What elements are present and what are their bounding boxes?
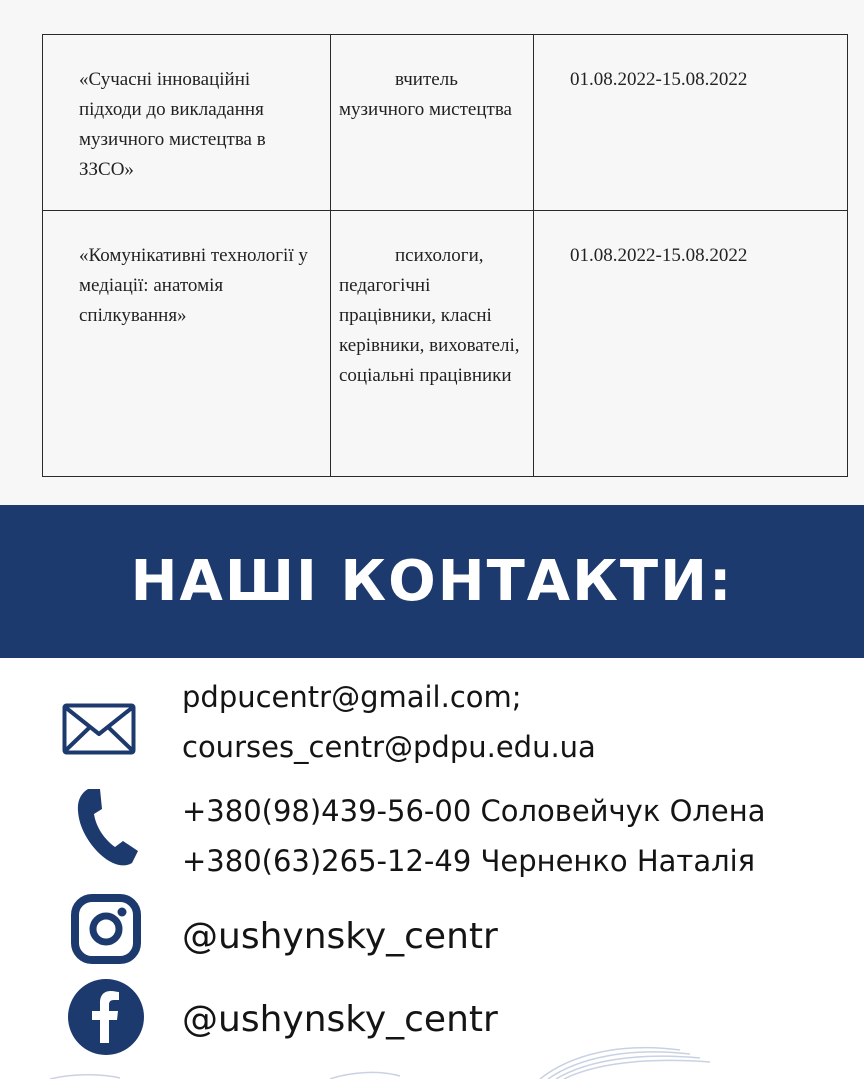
- phone-icon: [74, 787, 140, 867]
- dates-cell: 01.08.2022-15.08.2022: [534, 35, 848, 211]
- facebook-handle[interactable]: @ushynsky_centr: [182, 999, 498, 1040]
- table-row: [43, 211, 848, 477]
- decorative-waves: [0, 1020, 864, 1079]
- audience-cell: вчитель музичного мистецтва: [331, 35, 534, 211]
- instagram-icon: [70, 894, 142, 964]
- table-row: [43, 35, 848, 211]
- instagram-handle[interactable]: @ushynsky_centr: [182, 916, 498, 957]
- course-title-cell: «Сучасні інноваційні підходи до викладання музичного мистецтва в ЗЗСО»: [43, 35, 331, 211]
- phone-contact: [182, 786, 766, 886]
- contacts-heading: НАШІ КОНТАКТИ:: [130, 549, 734, 614]
- envelope-icon: [62, 703, 136, 755]
- phone-secondary[interactable]: +380(63)265-12-49 Черненко Наталія: [182, 844, 756, 878]
- contacts-banner: [0, 505, 864, 658]
- phone-primary[interactable]: +380(98)439-56-00 Соловейчук Олена: [182, 794, 766, 828]
- course-title-cell: «Комунікативні технології у медіації: анатомія спілкування»: [43, 211, 331, 477]
- email-secondary[interactable]: courses_centr@pdpu.edu.ua: [182, 730, 596, 764]
- audience-cell: психологи, педагогічні працівники, класні керівники, вихователі, соціальні працівники: [331, 211, 534, 477]
- email-contact: [182, 672, 596, 772]
- course-table-section: [0, 0, 864, 505]
- dates-cell: 01.08.2022-15.08.2022: [534, 211, 848, 477]
- email-primary[interactable]: pdpucentr@gmail.com;: [182, 680, 522, 714]
- course-table: [42, 34, 848, 477]
